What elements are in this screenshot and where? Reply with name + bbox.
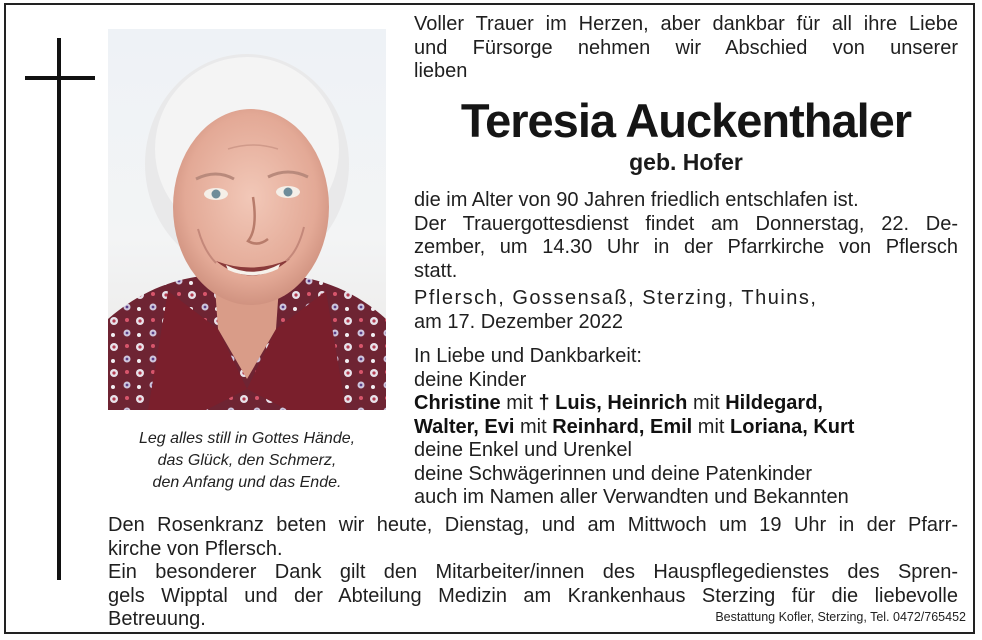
intro-line: lieben — [414, 60, 468, 82]
quote-line: den Anfang und das Ende. — [152, 474, 342, 491]
footer-line: kirche von Pflersch. — [108, 537, 283, 560]
children-label: deine Kinder — [414, 368, 527, 391]
mourners-intro: In Liebe und Dankbarkeit: — [414, 345, 642, 367]
portrait-photo — [108, 29, 386, 410]
funeral-home-credit: Bestattung Kofler, Sterzing, Tel. 0472/765452 — [715, 610, 966, 624]
family-connector: mit — [514, 415, 553, 438]
places-block — [414, 287, 958, 334]
cross-icon — [57, 38, 61, 580]
family-name: Reinhard, Emil — [552, 415, 693, 438]
details-line: statt. — [414, 259, 458, 282]
footer-line: Ein besonderer Dank gilt den Mitarbeiter/innen des Hauspflegedienstes des Spren- — [108, 561, 958, 583]
family-name: Hildegard, — [725, 392, 823, 414]
family-name: † Luis, Heinrich — [538, 392, 688, 414]
footer-line: Den Rosenkranz beten wir heute, Dienstag, und am Mittwoch um 19 Uhr in der Pfarr- — [108, 514, 958, 536]
family-connector: mit — [692, 415, 731, 438]
details-line: Der Trauergottesdienst findet am Donnerstag, 22. De- — [414, 212, 958, 235]
intro-paragraph — [414, 13, 958, 84]
family-name: Christine — [414, 392, 501, 414]
relatives-line: auch im Namen aller Verwandten und Bekannten — [414, 486, 849, 508]
quote-line: das Glück, den Schmerz, — [157, 452, 337, 469]
footer-line: gels Wipptal und der Abteilung Medizin am Krankenhaus Sterzing für die liebevolle — [108, 584, 958, 607]
quote-line: Leg alles still in Gottes Hände, — [138, 430, 356, 447]
quote-verse — [108, 428, 386, 494]
details-line: zember, um 14.30 Uhr in der Pfarrkirche von Pflersch — [414, 236, 958, 258]
family-connector: mit — [500, 392, 539, 414]
family-line — [414, 416, 958, 440]
places-line: Pflersch, Gossensaß, Sterzing, Thuins, — [414, 287, 818, 309]
cross-icon-bar — [25, 76, 95, 80]
details-paragraph — [414, 189, 958, 283]
details-line: die im Alter von 90 Jahren friedlich entschlafen ist. — [414, 189, 859, 211]
date-line: am 17. Dezember 2022 — [414, 310, 624, 333]
mourners-block — [414, 345, 958, 510]
footer-line: Betreuung. — [108, 608, 206, 630]
intro-line: und Fürsorge nehmen wir Abschied von unserer — [414, 36, 958, 59]
family-connector: mit — [687, 392, 726, 414]
deceased-name: Teresia Auckenthaler — [460, 94, 912, 147]
family-line — [414, 392, 958, 416]
family-name: Walter, Evi — [414, 415, 515, 438]
in-laws-line: deine Schwägerinnen und deine Patenkinder — [414, 462, 813, 485]
grandchildren-line: deine Enkel und Urenkel — [414, 439, 632, 461]
intro-line: Voller Trauer im Herzen, aber dankbar für all ihre Liebe — [414, 13, 958, 35]
maiden-name: geb. Hofer — [629, 149, 743, 175]
family-name: Loriana, Kurt — [730, 415, 855, 438]
